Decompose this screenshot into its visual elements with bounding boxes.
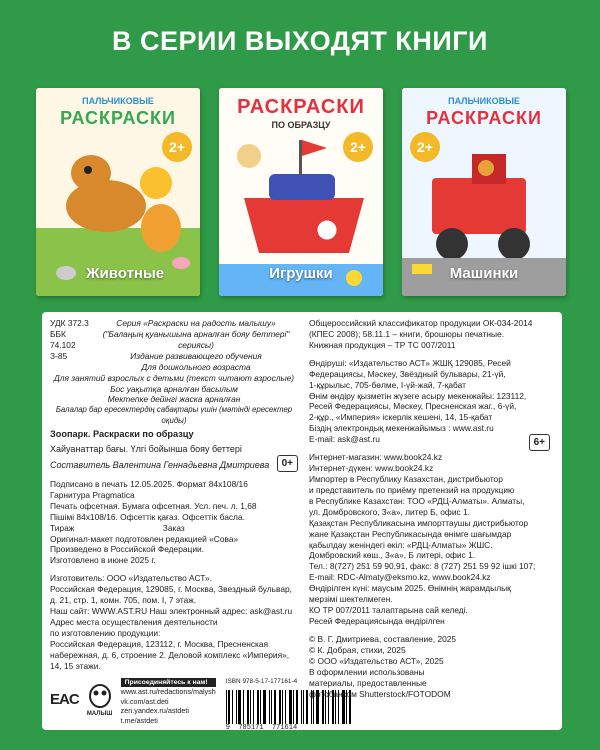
series-line: Балалар бар ересектердің сабақтары үшін (мәтінді ересектер оқиды) xyxy=(55,405,293,425)
barcode-bar xyxy=(253,690,254,724)
print-line: Пішімі 84x108/16. Офсеттік қағаз. Офсеттік басла. xyxy=(50,511,245,522)
print-line: Оригинал-макет подготовлен редакцией «Сова» xyxy=(50,533,239,544)
barcode-bar xyxy=(282,690,283,724)
social-link[interactable]: zen.yandex.ru/astdeti xyxy=(120,706,189,716)
barcode-bar xyxy=(279,690,281,724)
eac-mark: EAC xyxy=(50,690,79,708)
owl-icon xyxy=(85,682,115,708)
kz-line: Тел.: 8(727) 251 59 90,91, факс: 8 (727) 251 59 92 ішкі 107; xyxy=(309,561,536,572)
barcode-bar xyxy=(274,690,276,724)
maker-line: 14, 15 этажи. xyxy=(50,660,101,671)
maker-line: набережная, д. 6, строение 2. Деловой комплекс «Империя», xyxy=(50,649,290,660)
book-2-caption: Игрушки xyxy=(269,265,333,282)
social-link[interactable]: vk.com/ast.deti xyxy=(120,696,169,706)
print-line: Произведено в Российской Федерации. xyxy=(50,544,205,555)
maker-line: по изготовлению продукции: xyxy=(50,627,161,638)
kz-line: Біздің электрондық мекенжайымыз : www.ast.ru xyxy=(309,423,494,434)
copyright-line: © В. Г. Дмитриева, составление, 2025 xyxy=(309,633,457,644)
maker-line: д. 21, стр. 1, комн. 705, пом. I, 7 этаж. xyxy=(50,595,197,606)
book-3-caption: Машинки xyxy=(449,265,519,282)
kz-line: 1-құрылыс, 705-бөлме, I-үй-жай, 7-қабат xyxy=(309,379,466,390)
barcode-bar xyxy=(296,690,298,724)
kz-line: мерзімі шектелмеген. xyxy=(309,594,393,605)
imprint-panel xyxy=(42,312,562,730)
barcode-bar xyxy=(271,690,272,724)
maker-line: Российская Федерация, 129085, г. Москва, Звездный бульвар, xyxy=(50,584,292,595)
author-mark-line: З-85 xyxy=(50,350,68,361)
print-line: Тираж Заказ xyxy=(50,522,185,533)
classifier-line: Общероссийский классификатор продукции ОК-034-2014 xyxy=(309,318,533,328)
kz-line: в Республике Казахстан: ТОО «РДЦ-Алматы». Алматы, xyxy=(309,495,525,506)
social-link[interactable]: www.ast.ru/redactions/malysh xyxy=(120,686,216,696)
kz-line: қабылдау женіндегі өкіл: «РДЦ-Алматы» ЖШС. xyxy=(309,539,493,550)
print-line: Печать офсетная. Бумага офсетная. Усл. печ. л. 1,68 xyxy=(50,500,257,511)
barcode-bar xyxy=(306,690,308,724)
series-line: Для дошкольного возраста xyxy=(141,361,251,372)
kz-line: Федерациясы, Мәскеу, Звёздный бульвары, 21-үй, xyxy=(309,368,506,379)
copyright-line: фотобанком Shutterstock/FOTODOM xyxy=(309,688,451,699)
barcode-bar xyxy=(285,690,286,724)
series-block xyxy=(94,318,298,373)
barcode-bar xyxy=(257,690,259,724)
barcode-bar xyxy=(243,690,244,724)
isbn-text: ISBN 978-5-17-177161-4 xyxy=(225,677,298,685)
social-links xyxy=(121,678,216,726)
social-heading: Присоединяйтесь к нам! xyxy=(121,678,216,687)
barcode-bar xyxy=(238,690,241,724)
publisher-logo-label: МАЛЫШ xyxy=(86,710,113,717)
series-line: Бос уақытқа арналған басылым xyxy=(110,383,238,394)
book-3-age-badge: 2+ xyxy=(410,132,440,162)
series-line: ("Балаңың қуанышына арналған бояу беттері" сериясы) xyxy=(102,328,290,350)
book-2-age-badge: 2+ xyxy=(343,132,373,162)
kz-line: Өндіруші: «Издательство АСТ» ЖШҚ 129085, Ресей xyxy=(309,357,511,368)
kz-line: КО ТР 007/2011 талаптарына сай келеді. xyxy=(309,605,468,616)
kz-line: 2-құр., «Империя» іскерлік кешені, 14, 15-қабат xyxy=(309,412,493,423)
udk-line: УДК 372.3 xyxy=(50,318,89,328)
kz-line: и представитель по приёму претензий на продукцию xyxy=(309,484,515,495)
print-line: Гарнитура Pragmatica xyxy=(50,489,135,500)
barcode-bar xyxy=(293,690,294,724)
copyright-block xyxy=(309,634,554,700)
book-cover-animals[interactable] xyxy=(36,88,200,296)
print-line: Изготовлено в июне 2025 г. xyxy=(50,555,156,566)
udk-block xyxy=(50,318,90,362)
print-info-block xyxy=(50,479,298,566)
barcode-bar xyxy=(263,690,266,724)
kz-line: Интернет-магазин: www.book24.kz xyxy=(309,452,443,463)
book-subtitle: Хайуанаттар бағы. Үлгі бойынша бояу беттері xyxy=(50,443,242,454)
imprint-right-column xyxy=(309,318,554,699)
kz-line: Домбровский көш., 3«а», Б литері, офис 1. xyxy=(309,550,476,561)
age-rating-0-badge: 0+ xyxy=(277,455,298,472)
barcode-bar xyxy=(232,690,233,724)
kz-line: Қазақстан Республикасына импорттаушы дистрибьютор xyxy=(309,517,529,528)
barcode-bar xyxy=(289,690,292,724)
classifier-line: Книжная продукция – ТР ТС 007/2011 xyxy=(309,339,456,350)
barcode-bar xyxy=(303,690,304,724)
barcode-bar xyxy=(228,690,230,724)
barcode-bar xyxy=(226,690,227,724)
classifier-line: (КПЕС 2008); 58.11.1 – книги, брошюры печатные. xyxy=(309,328,505,339)
book-cover-toys[interactable] xyxy=(219,88,383,296)
manufacturer-block xyxy=(50,573,298,671)
kz-line: Импортер в Республику Казахстан, дистрибьютор xyxy=(309,473,503,484)
series-line: Издание развивающего обучения xyxy=(130,350,262,361)
maker-line: Наш сайт: WWW.AST.RU Наш электронный адрес: ask@ast.ru xyxy=(50,606,293,617)
publisher-logo xyxy=(85,682,115,719)
kz-line: Ресей Федерациясында өндірілген xyxy=(309,615,445,626)
book-1-top: ПАЛЬЧИКОВЫЕ xyxy=(82,96,154,106)
barcode-bar xyxy=(236,690,237,724)
kz-line: E-mail: ask@ast.ru xyxy=(309,434,380,445)
book-3-title: РАСКРАСКИ xyxy=(426,108,542,128)
bbk-line: ББК 74.102 xyxy=(50,328,76,350)
book-1-age-badge: 2+ xyxy=(162,132,192,162)
book-2-top: РАСКРАСКИ xyxy=(237,96,365,118)
social-link[interactable]: t.me/astdeti xyxy=(120,715,158,725)
maker-line: Российская Федерация, 123112, г. Москва, Пресненская xyxy=(50,638,269,649)
barcode-bar xyxy=(250,690,251,724)
kz-line: жане Қазақстан Республикасында өнімге шағымдар xyxy=(309,528,512,539)
barcode-digits: 9 785171 771614 xyxy=(225,723,298,732)
book-1-title: РАСКРАСКИ xyxy=(60,108,176,128)
compiler-line: Составитель Валентина Геннадьевна Дмитриева xyxy=(50,460,270,471)
barcode-bar xyxy=(247,690,249,724)
kz-line: Интернет-дүкен: www.book24.kz xyxy=(309,463,434,474)
copyright-line: материалы, предоставленные xyxy=(309,677,427,688)
books-row xyxy=(36,88,566,300)
barcode-bar xyxy=(301,690,302,724)
imprint-left-column xyxy=(50,318,298,733)
kz-line: Өндірілген күні: маусым 2025. Өнімнің жарамдылық xyxy=(309,583,511,594)
kz-info-block xyxy=(309,358,554,627)
footer-logos xyxy=(50,676,298,733)
copyright-line: © ООО «Издательство АСТ», 2025 xyxy=(309,655,444,666)
age-rating-6-badge: 6+ xyxy=(529,434,550,451)
series-line: Мектепке дейінгі жаска арналған xyxy=(107,394,241,405)
copyright-line: © К. Добрая, стихи, 2025 xyxy=(309,644,406,655)
maker-line: Адрес места осуществления деятельности xyxy=(50,617,218,628)
kz-line: Ресей Федерациясы, Мәскеу, Пресненская жаг., 6-үй, xyxy=(309,401,517,412)
book-title: Зоопарк. Раскраски по образцу xyxy=(50,428,194,439)
page-headline: В СЕРИИ ВЫХОДЯТ КНИГИ xyxy=(112,26,488,56)
book-3-top: ПАЛЬЧИКОВЫЕ xyxy=(448,96,520,106)
barcode-bar xyxy=(260,690,261,724)
series-line: Для занятий взрослых с детьми (текст читают взрослые) xyxy=(53,372,295,383)
kz-line: Өнім өндіру қызметін жүзеге асыру мекенжайы: 123112, xyxy=(309,390,527,401)
book-cover-cars[interactable] xyxy=(402,88,566,296)
series-line: Серия «Раскраски на радость малышу» xyxy=(116,318,276,328)
print-line: Подписано в печать 12.05.2025. Формат 84x108/16 xyxy=(50,478,248,489)
book-2-title: ПО ОБРАЗЦУ xyxy=(271,120,331,130)
barcode-bar xyxy=(269,690,270,724)
maker-line: Изготовитель: ООО «Издательство АСТ». xyxy=(50,573,212,584)
kz-line: ул. Домбровского, 3«а», литер Б, офис 1. xyxy=(309,506,470,517)
book-1-caption: Животные xyxy=(86,265,165,282)
classifier-block xyxy=(309,318,554,351)
kz-line: E-mail: RDC-Almaty@eksmo.kz, www.book24.kz xyxy=(309,572,491,583)
copyright-line: В оформлении использованы xyxy=(309,666,425,677)
